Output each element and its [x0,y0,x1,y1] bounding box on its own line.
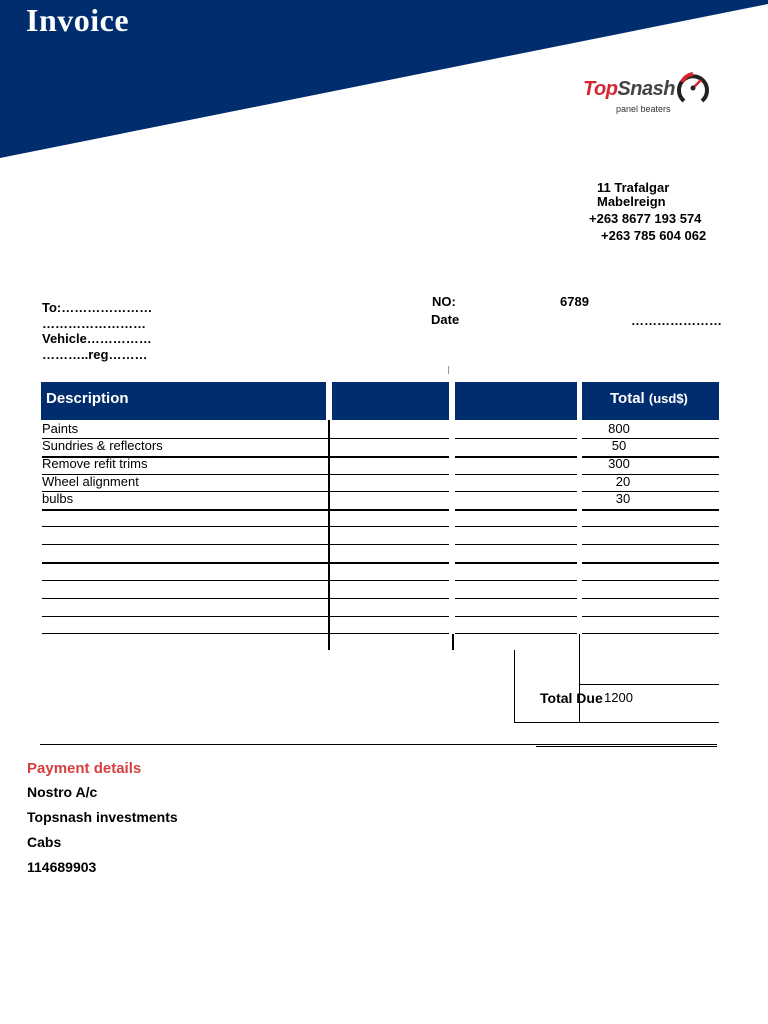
total-box-rule [580,684,719,685]
company-logo [580,66,720,122]
speedometer-icon [676,68,710,108]
address-line-1: 11 Trafalgar [597,180,670,195]
total-box-bottom [514,722,719,723]
table-row-rule [330,562,449,564]
row-total: 50 [611,438,627,453]
table-row-rule [582,544,719,545]
table-row-rule [582,616,719,617]
date-field[interactable]: ………………… [631,313,722,328]
payment-account-type: Nostro A/c [27,784,98,800]
total-box-left-border [514,650,515,722]
row-description: Wheel alignment [42,474,139,489]
total-due-value: 1200 [604,690,633,705]
table-row-rule [582,562,719,564]
table-row-rule [42,526,330,527]
phone-1: +263 8677 193 574 [589,211,702,226]
logo-tagline: panel beaters [616,104,671,114]
table-row-rule [330,491,449,492]
table-row-rule [330,633,449,634]
payment-details-heading: Payment details [27,760,142,777]
table-row-rule [330,509,449,511]
table-row-rule [330,598,449,599]
table-row-rule [330,526,449,527]
row-description: Sundries & reflectors [42,438,163,453]
table-row-rule [455,509,577,511]
payment-account-number: 114689903 [27,859,97,875]
table-column-rule [452,634,454,650]
table-row-rule [330,580,449,581]
table-row-rule [330,438,449,439]
payment-account-name: Topsnash investments [27,809,178,825]
table-row-rule [42,580,330,581]
table-row-rule [455,616,577,617]
invoice-number-value: 6789 [560,294,589,309]
table-row-rule [330,474,449,475]
row-total: 800 [608,421,630,436]
to-field[interactable]: To:………………… [42,300,153,315]
table-row-rule [42,562,330,564]
to-field-continued[interactable]: …………………… [42,316,146,331]
table-row-rule [330,456,449,458]
vehicle-field[interactable]: Vehicle…………… [42,331,152,346]
reg-field[interactable]: ………..reg……… [42,347,148,362]
table-row-rule [42,598,330,599]
table-column-rule [328,420,330,650]
table-row-rule [582,598,719,599]
address-line-2: Mabelreign [597,194,666,209]
total-box-divider [579,634,580,722]
table-row-rule [42,491,330,492]
table-row-rule [455,562,577,564]
separator-mark [448,366,449,374]
row-description: Paints [42,421,79,436]
table-row-rule [42,616,330,617]
phone-2: +263 785 604 062 [601,228,707,243]
table-row-rule [455,456,577,458]
table-row-rule [42,509,330,511]
date-label: Date [431,312,460,327]
table-row-rule [455,491,577,492]
column-header-total-label: Total (usd$) [610,390,688,407]
table-row-rule [330,544,449,545]
table-row-rule [455,598,577,599]
invoice-number-label: NO: [432,294,456,309]
table-row-rule [455,544,577,545]
footer-divider-double [536,746,717,747]
table-row-rule [455,474,577,475]
table-row-rule [582,580,719,581]
row-total: 300 [608,456,630,471]
logo-wordmark: TopSnash [583,78,675,100]
total-due-label: Total Due [540,690,603,706]
table-row-rule [42,633,330,634]
table-row-rule [455,438,577,439]
table-row-rule [455,633,577,634]
invoice-title: Invoice [26,2,130,38]
footer-divider [40,744,717,745]
row-total: 30 [615,491,631,506]
table-row-rule [455,526,577,527]
column-header-2 [332,382,449,420]
table-row-rule [42,544,330,545]
table-row-rule [582,633,719,634]
row-total: 20 [615,474,631,489]
table-row-rule [455,580,577,581]
table-row-rule [330,616,449,617]
table-row-rule [582,509,719,511]
table-row-rule [582,526,719,527]
row-description: Remove refit trims [42,456,148,471]
row-description: bulbs [42,491,74,506]
column-header-description-label: Description [46,390,129,407]
payment-bank: Cabs [27,834,62,850]
column-header-3 [455,382,577,420]
